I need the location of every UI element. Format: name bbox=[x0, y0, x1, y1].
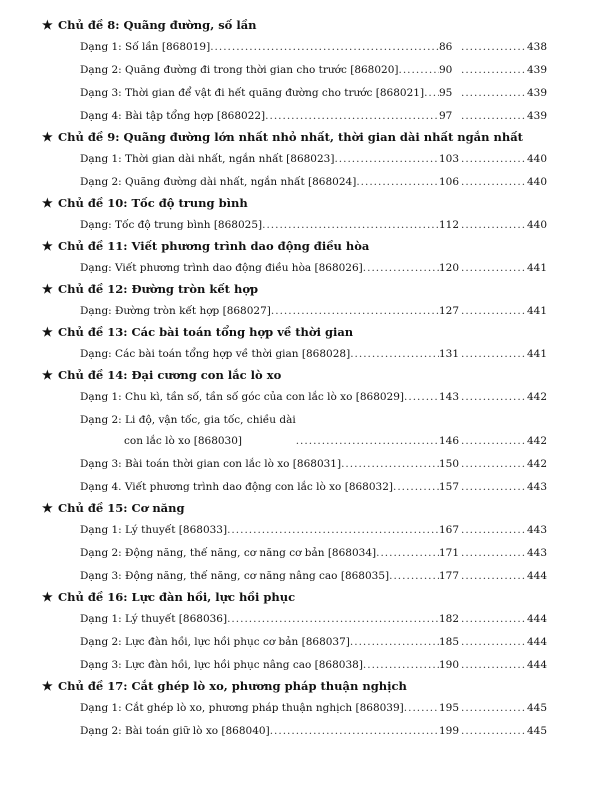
leader-dots bbox=[404, 390, 439, 404]
page-number: 106 bbox=[439, 176, 460, 188]
star-icon: ★ bbox=[42, 282, 53, 296]
page-number: 190 bbox=[439, 659, 460, 671]
toc-entry[interactable] bbox=[42, 696, 547, 719]
entry-label: Dạng 2: Lực đàn hồi, lực hồi phục cơ bản [868037] bbox=[80, 636, 350, 648]
answer-page-number: 444 bbox=[527, 570, 548, 582]
leader-dots bbox=[424, 86, 439, 100]
toc-entry[interactable] bbox=[42, 653, 547, 676]
answer-page-number: 438 bbox=[527, 41, 548, 53]
leader-dots bbox=[227, 612, 439, 626]
page-number: 157 bbox=[439, 481, 460, 493]
topic-title: Chủ đề 15: Cơ năng bbox=[58, 501, 185, 515]
page-number: 120 bbox=[439, 262, 460, 274]
page-number: 112 bbox=[439, 219, 460, 231]
page-number: 95 bbox=[439, 87, 453, 99]
toc-entry[interactable] bbox=[42, 170, 547, 193]
answer-page-number: 440 bbox=[527, 153, 548, 165]
leader-dots bbox=[356, 175, 439, 189]
leader-dots bbox=[461, 86, 527, 100]
page-number: 150 bbox=[439, 458, 460, 470]
leader-dots bbox=[262, 218, 439, 232]
leader-dots bbox=[270, 724, 439, 738]
page-number: 167 bbox=[439, 524, 460, 536]
entry-label: Dạng 3: Bài toán thời gian con lắc lò xo [868031] bbox=[80, 458, 342, 470]
entry-label: Dạng 1: Số lần [868019] bbox=[80, 41, 211, 53]
leader-dots bbox=[461, 612, 527, 626]
entry-label: Dạng: Tốc độ trung bình [868025] bbox=[80, 219, 263, 231]
topic-title: Chủ đề 12: Đường tròn kết hợp bbox=[58, 282, 259, 296]
leader-dots bbox=[461, 523, 527, 537]
leader-dots bbox=[389, 569, 439, 583]
toc-entry[interactable] bbox=[42, 475, 547, 498]
topic-title: Chủ đề 17: Cắt ghép lò xo, phương pháp thuận nghịch bbox=[58, 679, 407, 693]
toc-entry[interactable] bbox=[42, 147, 547, 170]
entry-label: Dạng 3: Động năng, thế năng, cơ năng nâng cao [868035] bbox=[80, 570, 390, 582]
page-number: 182 bbox=[439, 613, 460, 625]
toc-entry[interactable] bbox=[42, 541, 547, 564]
leader-dots bbox=[363, 261, 439, 275]
topic-heading bbox=[42, 279, 547, 299]
answer-page-number: 440 bbox=[527, 219, 548, 231]
topic-heading bbox=[42, 498, 547, 518]
leader-dots bbox=[461, 658, 527, 672]
leader-dots bbox=[393, 480, 439, 494]
star-icon: ★ bbox=[42, 239, 53, 253]
star-icon: ★ bbox=[42, 325, 53, 339]
entry-label: Dạng 1: Lý thuyết [868033] bbox=[80, 524, 228, 536]
topic-title: Chủ đề 13: Các bài toán tổng hợp về thời gian bbox=[58, 325, 354, 339]
star-icon: ★ bbox=[42, 501, 53, 515]
leader-dots bbox=[227, 523, 439, 537]
leader-dots bbox=[296, 434, 439, 448]
leader-dots bbox=[461, 40, 527, 54]
star-icon: ★ bbox=[42, 590, 53, 604]
leader-dots bbox=[461, 457, 527, 471]
answer-page-number: 439 bbox=[527, 64, 548, 76]
leader-dots bbox=[461, 390, 527, 404]
entry-label: Dạng 1: Thời gian dài nhất, ngắn nhất [868023] bbox=[80, 153, 335, 165]
toc-entry[interactable] bbox=[42, 607, 547, 630]
toc-entry[interactable] bbox=[42, 81, 547, 104]
leader-dots bbox=[461, 480, 527, 494]
topic-title: Chủ đề 10: Tốc độ trung bình bbox=[58, 196, 248, 210]
page-number: 199 bbox=[439, 725, 460, 737]
star-icon: ★ bbox=[42, 196, 53, 210]
entry-label: Dạng 1: Chu kì, tần số, tần số góc của con lắc lò xo [868029] bbox=[80, 391, 405, 403]
answer-page-number: 440 bbox=[527, 176, 548, 188]
entry-label: Dạng 2: Quãng đường đi trong thời gian cho trước [868020] bbox=[80, 64, 399, 76]
leader-dots bbox=[461, 546, 527, 560]
leader-dots bbox=[461, 569, 527, 583]
answer-page-number: 443 bbox=[527, 547, 548, 559]
toc-entry[interactable] bbox=[42, 385, 547, 408]
topic-title: Chủ đề 14: Đại cương con lắc lò xo bbox=[58, 368, 282, 382]
leader-dots bbox=[376, 546, 439, 560]
toc-entry[interactable] bbox=[42, 35, 547, 58]
answer-page-number: 443 bbox=[527, 524, 548, 536]
entry-label: Dạng: Viết phương trình dao động điều hòa [868026] bbox=[80, 262, 363, 274]
entry-label: Dạng 2: Động năng, thế năng, cơ năng cơ bản [868034] bbox=[80, 547, 377, 559]
toc-entry[interactable] bbox=[42, 564, 547, 587]
leader-dots bbox=[461, 109, 527, 123]
toc-entry[interactable] bbox=[42, 342, 547, 365]
answer-page-number: 442 bbox=[527, 458, 548, 470]
entry-label-line2: con lắc lò xo [868030] bbox=[124, 435, 243, 447]
answer-page-number: 442 bbox=[527, 391, 548, 403]
topic-heading bbox=[42, 365, 547, 385]
topic-title: Chủ đề 9: Quãng đường lớn nhất nhỏ nhất, thời gian dài nhất ngắn nhất bbox=[58, 130, 523, 144]
leader-dots bbox=[210, 40, 439, 54]
page-number: 171 bbox=[439, 547, 460, 559]
leader-dots bbox=[461, 175, 527, 189]
entry-label: Dạng 1: Lý thuyết [868036] bbox=[80, 613, 228, 625]
entry-label bbox=[80, 413, 296, 448]
answer-page-number: 444 bbox=[527, 659, 548, 671]
page-number: 90 bbox=[439, 64, 453, 76]
leader-dots bbox=[461, 152, 527, 166]
page-number: 143 bbox=[439, 391, 460, 403]
star-icon: ★ bbox=[42, 368, 53, 382]
leader-dots bbox=[461, 724, 527, 738]
answer-page-number: 439 bbox=[527, 110, 548, 122]
table-of-contents bbox=[42, 15, 547, 742]
page-number: 177 bbox=[439, 570, 460, 582]
topic-heading bbox=[42, 127, 547, 147]
answer-page-number: 444 bbox=[527, 613, 548, 625]
entry-label: Dạng 3: Lực đàn hồi, lực hồi phục nâng cao [868038] bbox=[80, 659, 363, 671]
star-icon: ★ bbox=[42, 679, 53, 693]
leader-dots bbox=[334, 152, 439, 166]
toc-entry[interactable] bbox=[42, 630, 547, 653]
leader-dots bbox=[271, 304, 439, 318]
entry-label: Dạng 2: Bài toán giữ lò xo [868040] bbox=[80, 725, 270, 737]
leader-dots bbox=[363, 658, 439, 672]
entry-label: Dạng 4. Viết phương trình dao động con lắc lò xo [868032] bbox=[80, 481, 393, 493]
leader-dots bbox=[461, 635, 527, 649]
topic-title: Chủ đề 16: Lực đàn hồi, lực hồi phục bbox=[58, 590, 296, 604]
answer-page-number: 441 bbox=[527, 348, 548, 360]
answer-page-number: 441 bbox=[527, 305, 548, 317]
toc-entry[interactable] bbox=[42, 213, 547, 236]
page-number: 103 bbox=[439, 153, 460, 165]
leader-dots bbox=[265, 109, 439, 123]
answer-page-number: 441 bbox=[527, 262, 548, 274]
page-number: 86 bbox=[439, 41, 453, 53]
leader-dots bbox=[461, 63, 527, 77]
leader-dots bbox=[350, 347, 439, 361]
star-icon: ★ bbox=[42, 130, 53, 144]
toc-entry[interactable] bbox=[42, 256, 547, 279]
entry-label: Dạng 3: Thời gian để vật đi hết quãng đường cho trước [868021] bbox=[80, 87, 425, 99]
topic-heading bbox=[42, 193, 547, 213]
toc-entry[interactable] bbox=[42, 408, 547, 452]
answer-page-number: 444 bbox=[527, 636, 548, 648]
leader-dots bbox=[461, 261, 527, 275]
entry-label: Dạng 1: Cắt ghép lò xo, phương pháp thuận nghịch [868039] bbox=[80, 702, 404, 714]
topic-heading bbox=[42, 236, 547, 256]
topic-heading bbox=[42, 587, 547, 607]
toc-entry[interactable] bbox=[42, 518, 547, 541]
toc-entry[interactable] bbox=[42, 104, 547, 127]
topic-title: Chủ đề 11: Viết phương trình dao động điều hòa bbox=[58, 239, 370, 253]
page-number: 131 bbox=[439, 348, 460, 360]
leader-dots bbox=[461, 218, 527, 232]
answer-page-number: 439 bbox=[527, 87, 548, 99]
topic-heading bbox=[42, 15, 547, 35]
leader-dots bbox=[461, 304, 527, 318]
page-number: 127 bbox=[439, 305, 460, 317]
topic-heading bbox=[42, 322, 547, 342]
answer-page-number: 443 bbox=[527, 481, 548, 493]
page-number: 195 bbox=[439, 702, 460, 714]
toc-entry[interactable] bbox=[42, 452, 547, 475]
leader-dots bbox=[461, 701, 527, 715]
answer-page-number: 442 bbox=[527, 435, 548, 447]
entry-label: Dạng 2: Quãng đường dài nhất, ngắn nhất [868024] bbox=[80, 176, 357, 188]
page-number: 97 bbox=[439, 110, 453, 122]
star-icon: ★ bbox=[42, 18, 53, 32]
leader-dots bbox=[461, 434, 527, 448]
entry-label: Dạng: Đường tròn kết hợp [868027] bbox=[80, 305, 271, 317]
page-number: 146 bbox=[439, 435, 460, 447]
leader-dots bbox=[399, 63, 440, 77]
entry-label: Dạng: Các bài toán tổng hợp về thời gian [868028] bbox=[80, 348, 351, 360]
toc-entry[interactable] bbox=[42, 719, 547, 742]
page-number: 185 bbox=[439, 636, 460, 648]
answer-page-number: 445 bbox=[527, 702, 548, 714]
leader-dots bbox=[461, 347, 527, 361]
entry-label-line1: Dạng 2: Li độ, vận tốc, gia tốc, chiều dài bbox=[80, 414, 296, 426]
leader-dots bbox=[350, 635, 439, 649]
topic-title: Chủ đề 8: Quãng đường, số lần bbox=[58, 18, 257, 32]
entry-label: Dạng 4: Bài tập tổng hợp [868022] bbox=[80, 110, 266, 122]
toc-entry[interactable] bbox=[42, 299, 547, 322]
topic-heading bbox=[42, 676, 547, 696]
answer-page-number: 445 bbox=[527, 725, 548, 737]
leader-dots bbox=[341, 457, 439, 471]
toc-entry[interactable] bbox=[42, 58, 547, 81]
leader-dots bbox=[404, 701, 439, 715]
